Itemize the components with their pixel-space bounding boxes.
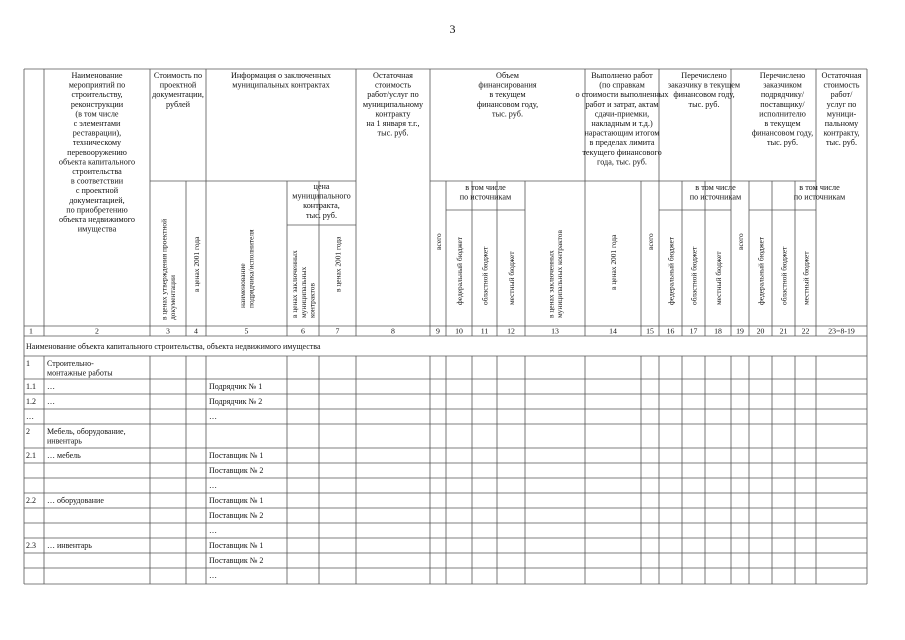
row-number: 1.1 [26, 382, 36, 391]
column-number: 5 [244, 326, 249, 336]
row-number: 1 [26, 359, 30, 368]
row-contractor: … [209, 481, 217, 490]
column-number: 22 [801, 326, 810, 336]
column-number: 14 [609, 326, 617, 336]
row-number: 1.2 [26, 397, 36, 406]
vheader-4: в ценах 2001 года [191, 236, 201, 292]
row-name: Строительно- [47, 359, 94, 368]
header-transferred-customer: Перечислено заказчику в текущем финансовом году, тыс. руб. [667, 71, 741, 109]
column-number: 7 [335, 326, 340, 336]
row-number: 2.3 [26, 541, 36, 550]
row-contractor: Поставщик № 2 [209, 466, 264, 475]
column-number: 20 [756, 326, 765, 336]
header-price: цена муниципального контракта, тыс. руб. [292, 182, 351, 220]
row-name: … оборудование [47, 496, 104, 505]
vheader-3: в ценах утверждения проектнойдокументации [159, 218, 178, 320]
header-transferred-contractor: Перечислено заказчиком подрядчику/ поставщику/ исполнителю в текущем финансовом году, тыс. руб. [751, 71, 814, 148]
vheader-loc-2: местный бюджет [713, 251, 723, 305]
header-last: Остаточная стоимость работ/ услуг по муници-пальному контракту, тыс. руб. [821, 71, 862, 148]
row-contractor: … [209, 412, 217, 421]
row-name: … инвентарь [47, 541, 92, 550]
vheader-total-3: всего [735, 233, 745, 250]
vheader-loc-3: местный бюджет [801, 251, 811, 305]
header-completed: Выполнено работ (по справкам о стоимости выполненных работ и затрат, актам сдачи-приемки, накладным и т.д.) нарастающим итогом в пределах лимита текущего финансового года, тыс. руб. [575, 71, 669, 167]
column-number: 12 [507, 326, 515, 336]
page-number: 3 [449, 22, 456, 36]
header-remaining: Остаточная стоимость работ/услуг по муниципальному контракту на 1 января т.г., тыс. руб. [362, 71, 424, 138]
row-contractor: … [209, 526, 217, 535]
row-contractor: Поставщик № 2 [209, 511, 264, 520]
vheader-13: в ценах заключенныхмуниципальных контрактов [546, 230, 565, 318]
header-c2: Наименование мероприятий по строительству, реконструкции (в том числе с элементами реставрации), техническому перевооружению объекта капитального строительства в соответствии с проектной документацией, по приобретению объекта недвижимого имущества [58, 71, 136, 234]
vheader-total-2: всего [645, 233, 655, 250]
column-number: 2 [95, 326, 99, 336]
row-name: … мебель [47, 451, 81, 460]
column-number: 9 [436, 326, 440, 336]
header-incl-t1: в том числе по источникам [689, 183, 742, 202]
row-number: 2.2 [26, 496, 36, 505]
column-number: 18 [714, 326, 722, 336]
vheader-total: всего [433, 233, 443, 250]
column-number: 13 [551, 326, 559, 336]
column-number: 3 [166, 326, 170, 336]
vheader-fed: федеральный бюджет [454, 236, 464, 305]
header-contracts: Информация о заключенных муниципальных контрактах [231, 71, 331, 90]
row-contractor: Подрядчик № 1 [209, 382, 263, 391]
vheader-fed-3: федеральный бюджет [756, 236, 766, 305]
column-number: 8 [391, 326, 395, 336]
row-name: … [47, 382, 55, 391]
row-contractor: … [209, 571, 217, 580]
column-number: 11 [480, 326, 489, 336]
column-number: 15 [646, 326, 654, 336]
column-number: 21 [779, 326, 788, 336]
row-name: Мебель, оборудование, [47, 427, 126, 436]
vheader-7: в ценах 2001 года [333, 236, 343, 292]
column-number: 6 [301, 326, 305, 336]
row-contractor: Поставщик № 2 [209, 556, 264, 565]
header-incl-t2: в том числе по источникам [793, 183, 846, 202]
column-number: 19 [736, 326, 744, 336]
section-title: Наименование объекта капитального строительства, объекта недвижимого имущества [26, 342, 321, 351]
column-number: 1 [29, 326, 33, 336]
column-number: 23=8-19 [828, 326, 855, 336]
vheader-reg-2: областной бюджет [689, 246, 699, 305]
column-number: 10 [455, 326, 463, 336]
header-financing: Объем финансирования в текущем финансовом году, тыс. руб. [476, 71, 539, 119]
header-incl-fin: в том числе по источникам [459, 183, 512, 202]
row-name: монтажные работы [47, 368, 113, 378]
vheader-loc: местный бюджет [506, 251, 516, 305]
vheader-6: в ценах заключенныхмуниципальныхконтрактов [290, 250, 317, 318]
vheader-5: наименованиеподрядчика/исполнителя [238, 229, 256, 308]
row-contractor: Поставщик № 1 [209, 541, 264, 550]
row-number: 2.1 [26, 451, 36, 460]
row-contractor: Поставщик № 1 [209, 451, 264, 460]
vheader-reg-3: областной бюджет [779, 246, 789, 305]
vheader-14: в ценах 2001 года [608, 234, 618, 290]
row-number: 2 [26, 427, 30, 436]
header-cost: Стоимость по проектной документации, рублей [152, 71, 204, 109]
vheader-reg: областной бюджет [480, 246, 490, 305]
row-number: … [26, 412, 34, 421]
column-number: 17 [689, 326, 698, 336]
row-name: инвентарь [47, 436, 82, 446]
column-number: 4 [194, 326, 198, 336]
vheader-fed-2: федеральный бюджет [666, 236, 676, 305]
row-name: … [47, 397, 55, 406]
row-contractor: Подрядчик № 2 [209, 397, 263, 406]
column-number: 16 [666, 326, 675, 336]
row-contractor: Поставщик № 1 [209, 496, 264, 505]
